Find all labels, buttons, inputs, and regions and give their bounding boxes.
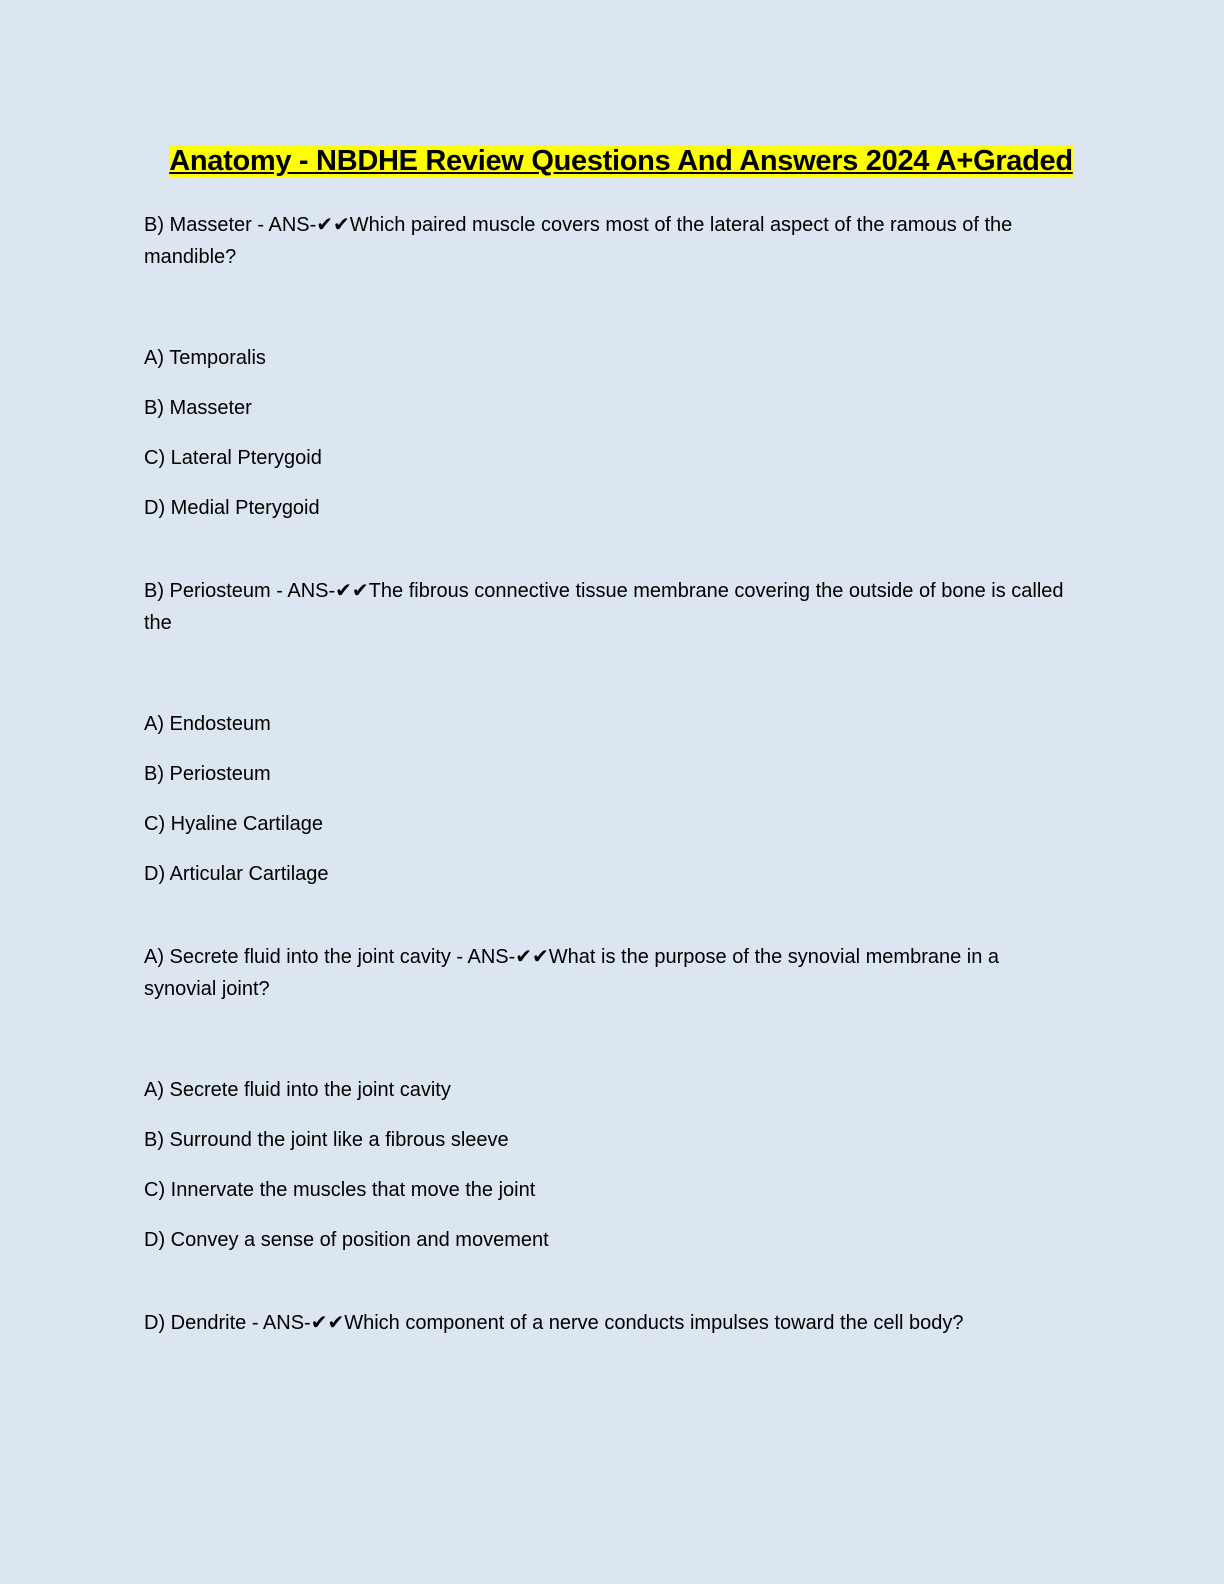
document-title: Anatomy - NBDHE Review Questions And Answers 2024 A+Graded xyxy=(169,145,1073,177)
answer-option: A) Temporalis xyxy=(144,347,266,370)
answer-option: D) Medial Pterygoid xyxy=(144,497,320,520)
answer-option: C) Hyaline Cartilage xyxy=(144,813,323,836)
answer-option: B) Periosteum xyxy=(144,763,271,786)
question-text: D) Dendrite - ANS-✔✔Which component of a nerve conducts impulses toward the cell body? xyxy=(144,1312,964,1335)
answer-option: A) Endosteum xyxy=(144,713,271,736)
answer-option: A) Secrete fluid into the joint cavity xyxy=(144,1079,451,1102)
title-container xyxy=(144,142,1074,181)
answer-options xyxy=(144,1077,1074,1253)
answer-option: C) Lateral Pterygoid xyxy=(144,447,322,470)
question-text: B) Periosteum - ANS-✔✔The fibrous connective tissue membrane covering the outside of bone is called the xyxy=(144,580,1064,635)
answer-options xyxy=(144,345,1074,521)
answer-option: D) Convey a sense of position and movement xyxy=(144,1229,549,1252)
question-block xyxy=(144,209,1074,521)
answer-option: B) Surround the joint like a fibrous sleeve xyxy=(144,1129,509,1152)
question-block xyxy=(144,575,1074,887)
question-block xyxy=(144,941,1074,1253)
question-text: B) Masseter - ANS-✔✔Which paired muscle covers most of the lateral aspect of the ramous of the mandible? xyxy=(144,214,1013,269)
answer-option: B) Masseter xyxy=(144,397,252,420)
answer-options xyxy=(144,711,1074,887)
answer-option: D) Articular Cartilage xyxy=(144,863,329,886)
question-text: A) Secrete fluid into the joint cavity - ANS-✔✔What is the purpose of the synovial membrane in a synovial joint? xyxy=(144,946,1000,1001)
question-block xyxy=(144,1307,1074,1339)
answer-option: C) Innervate the muscles that move the joint xyxy=(144,1179,536,1202)
